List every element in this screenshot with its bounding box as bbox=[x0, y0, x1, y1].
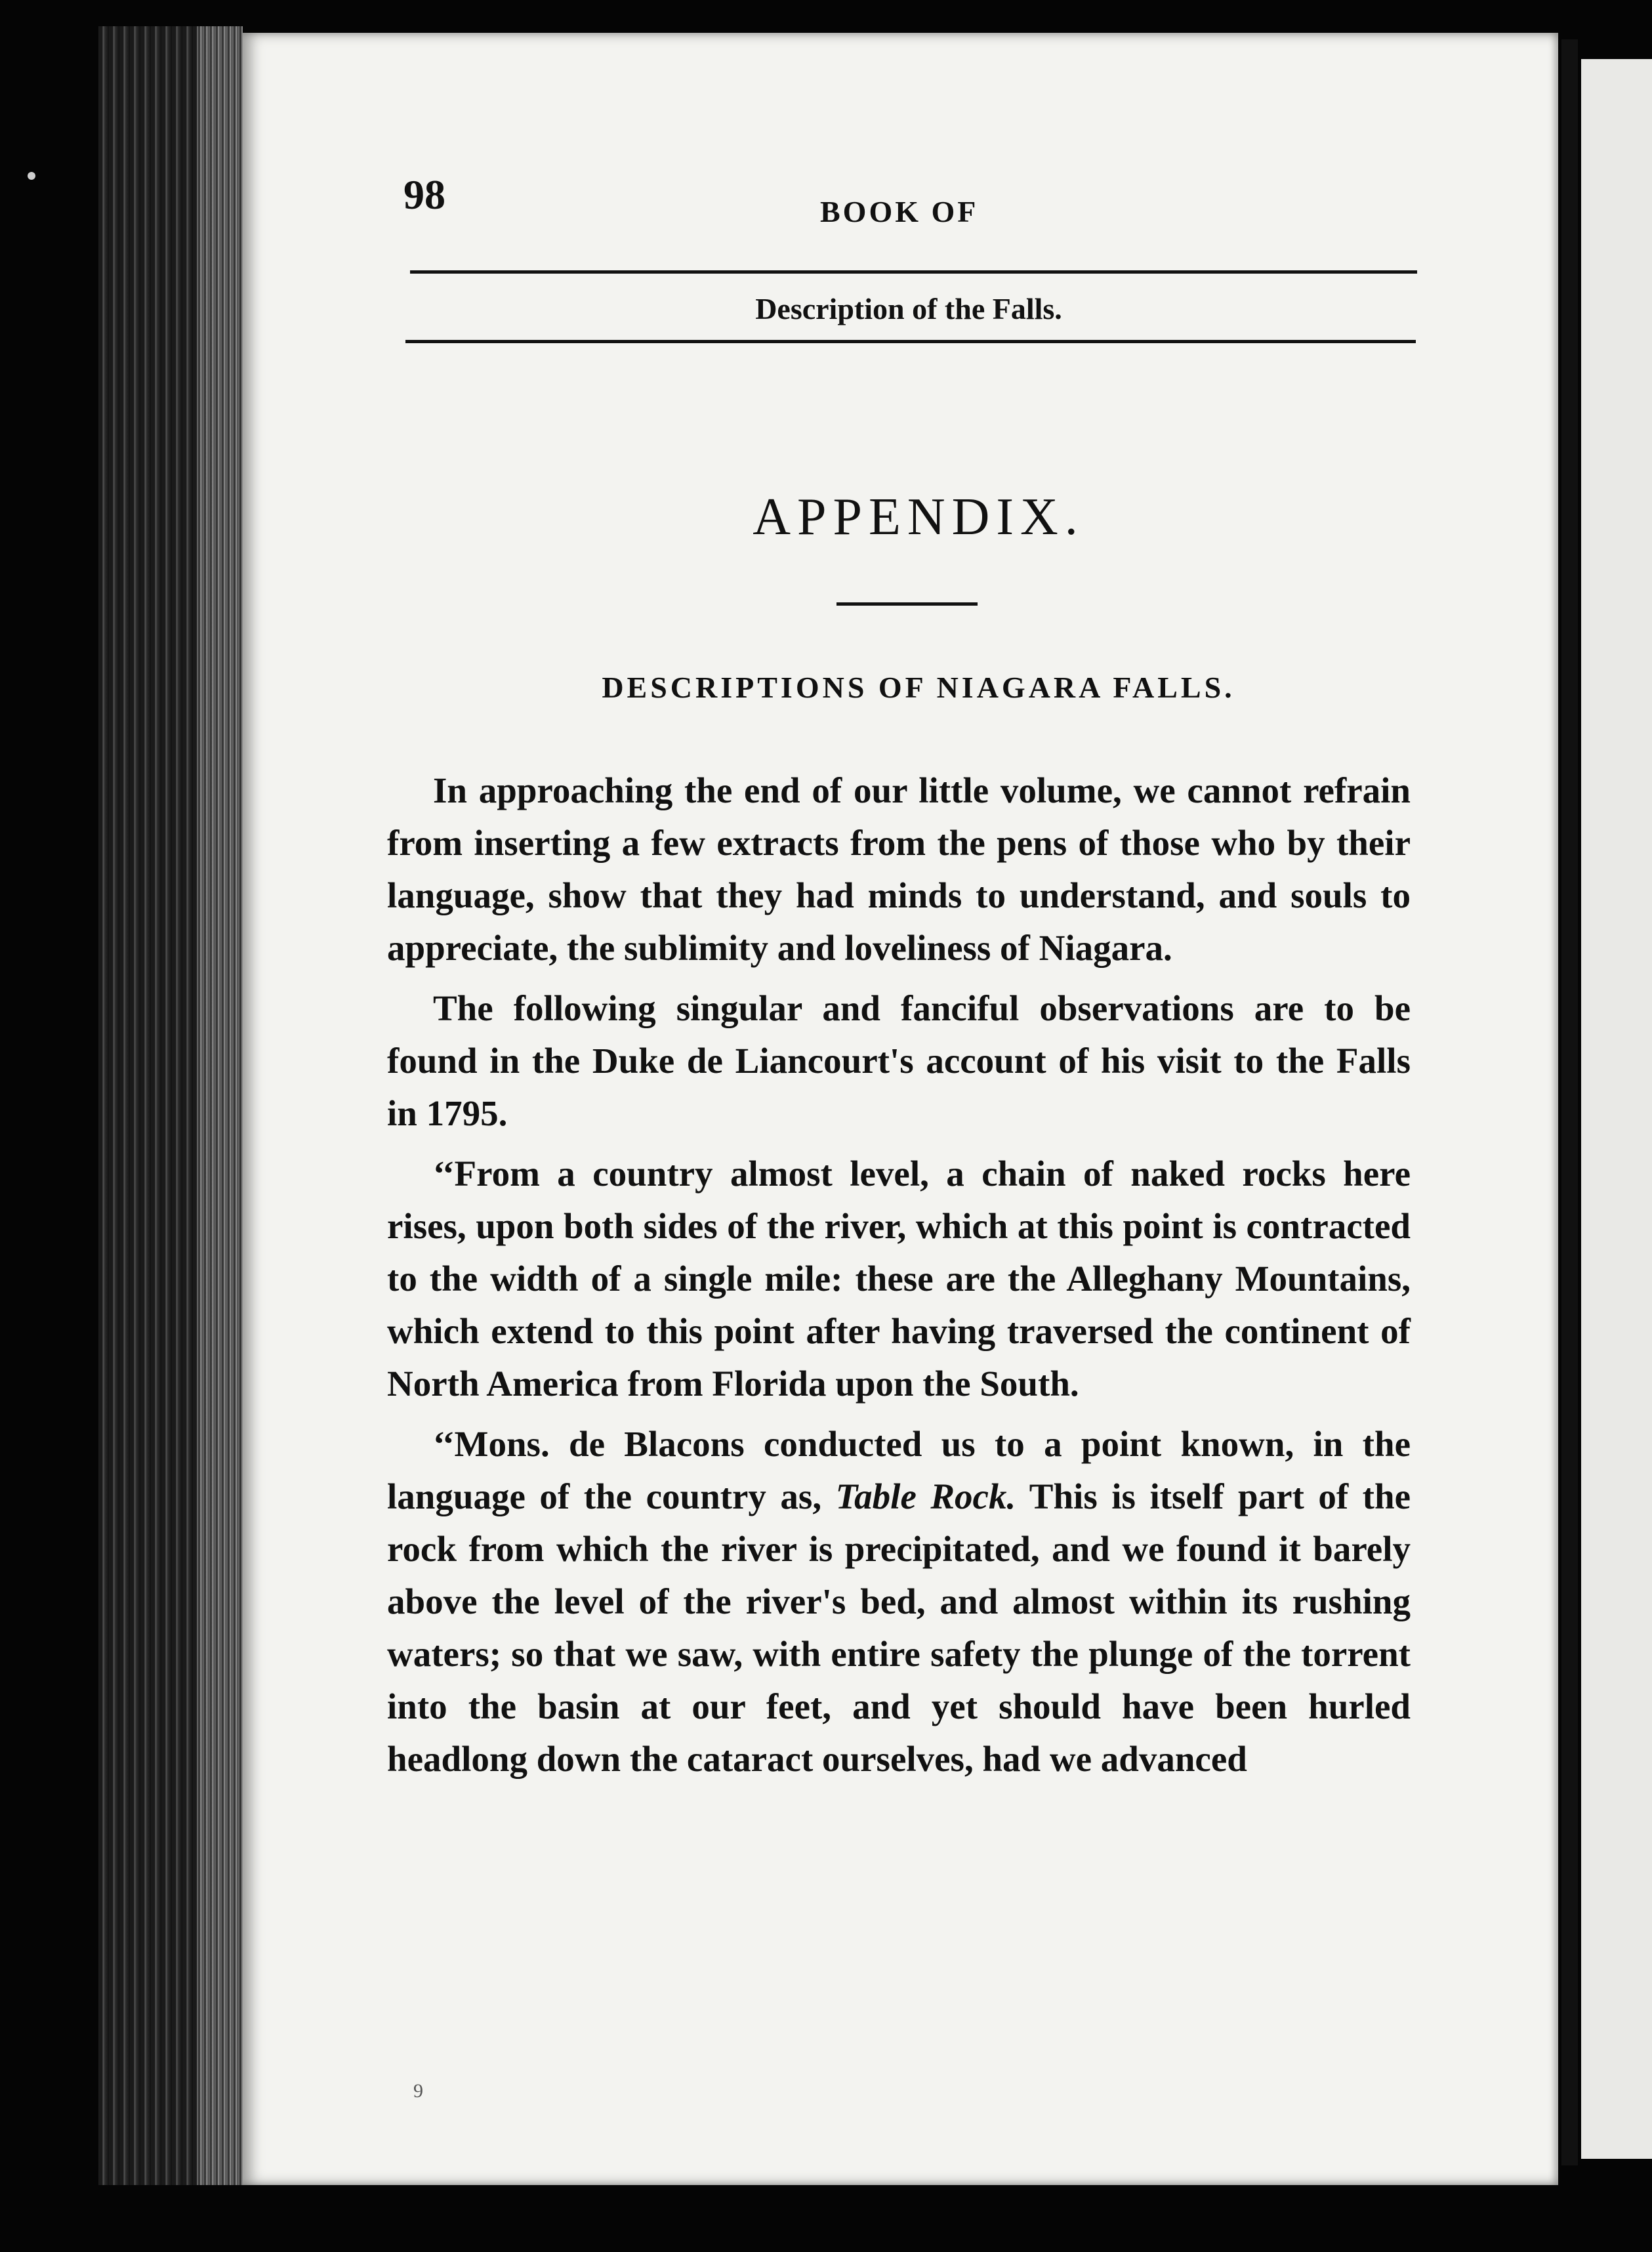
body-text bbox=[387, 764, 1411, 1793]
paragraph-4-end: This is itself part of the rock from which the river is precipitated, and we found it barely above the level of the river's bed, and almost within its rushing waters; so that we saw, with entire safety the plunge of the torrent into the basin at our feet, and yet should have been hurled headlong down the cataract ourselves, had we advanced bbox=[387, 1476, 1411, 1779]
header-rule-top bbox=[410, 270, 1417, 274]
page-number: 98 bbox=[403, 171, 445, 218]
facing-page-edge bbox=[1581, 59, 1652, 2159]
header-rule-bottom bbox=[405, 340, 1416, 343]
paragraph-2: The following singular and fanciful observations are to be found in the Duke de Liancourt's account of his visit to the Falls in 1795. bbox=[387, 988, 1411, 1133]
section-title: DESCRIPTIONS OF NIAGARA FALLS. bbox=[602, 671, 1235, 704]
paragraph-4 bbox=[387, 1418, 1411, 1785]
paragraph-3: ‘‘From a country almost level, a chain of naked rocks here rises, upon both sides of the river, which at this point is contracted to the width of a single mile: these are the Alleghany Mountains, which extend to this point after having traversed the continent of North America from Florida upon the South. bbox=[387, 1154, 1411, 1404]
gutter-shadow bbox=[1561, 39, 1578, 2165]
section-subhead: Description of the Falls. bbox=[755, 292, 1062, 325]
book-page-edges bbox=[197, 26, 243, 2185]
running-head: BOOK OF bbox=[820, 195, 979, 228]
appendix-title: APPENDIX. bbox=[753, 488, 1084, 546]
paragraph-4-start: ‘‘Mons. de Blacons conducted us to a point known, in the language of the country as, bbox=[387, 1424, 1411, 1516]
title-rule bbox=[836, 602, 978, 606]
table-rock-emphasis: Table Rock. bbox=[835, 1476, 1016, 1516]
scan-speck bbox=[28, 172, 35, 180]
paragraph-1: In approaching the end of our little volume, we cannot refrain from inserting a few extracts from the pens of those who by their language, show that they had minds to understand, and souls to appreciate, the sublimity and loveliness of Niagara. bbox=[387, 770, 1411, 968]
footer-mark: 9 bbox=[413, 2080, 423, 2102]
